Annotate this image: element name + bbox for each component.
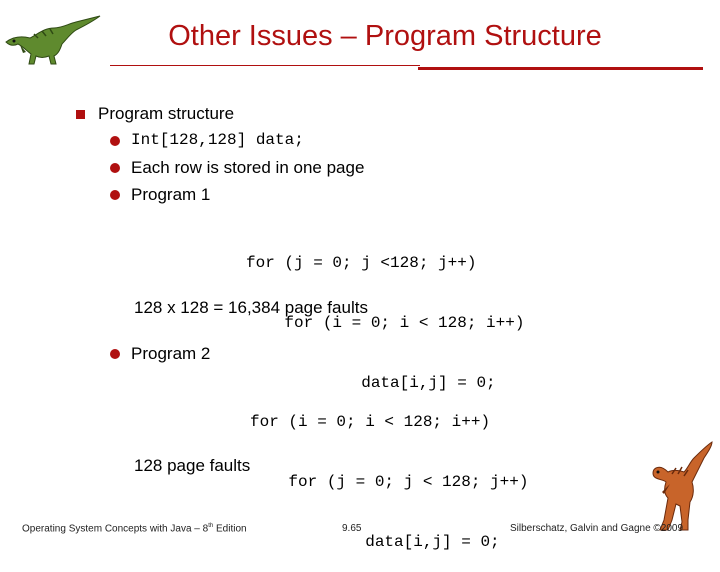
declaration-text: Int[128,128] data; <box>131 131 304 149</box>
program-2-result: 128 page faults <box>134 456 251 475</box>
heading-program-structure: Program structure <box>98 104 235 123</box>
code-line: for (i = 0; i < 128; i++) <box>246 314 525 332</box>
code-line: for (j = 0; j <128; j++) <box>246 254 477 272</box>
program-2-code <box>250 372 528 572</box>
slide-title: Other Issues – Program Structure <box>168 20 602 52</box>
dinosaur-icon <box>4 14 102 66</box>
code-line: for (i = 0; i < 128; i++) <box>250 413 491 431</box>
code-line: data[i,j] = 0; <box>246 374 496 392</box>
title-divider-thin <box>110 65 420 66</box>
program-1-label: Program 1 <box>131 185 211 204</box>
code-line: for (j = 0; j < 128; j++) <box>250 473 529 491</box>
code-line: data[i,j] = 0; <box>250 533 500 551</box>
bullet-dot <box>110 349 120 359</box>
dinosaur-icon <box>628 440 716 532</box>
bullet-square <box>76 110 85 119</box>
program-2-label: Program 2 <box>131 344 211 363</box>
footer-book-title: Operating System Concepts with Java – 8th Edition <box>22 523 247 535</box>
row-note-text: Each row is stored in one page <box>131 158 365 177</box>
bullet-dot <box>110 163 120 173</box>
program-1-result: 128 x 128 = 16,384 page faults <box>134 298 368 317</box>
footer-page-number: 9.65 <box>342 523 362 534</box>
title-divider-thick <box>418 67 703 70</box>
footer-copyright: Silberschatz, Galvin and Gagne ©2009 <box>510 523 684 534</box>
bullet-dot <box>110 190 120 200</box>
bullet-dot <box>110 136 120 146</box>
